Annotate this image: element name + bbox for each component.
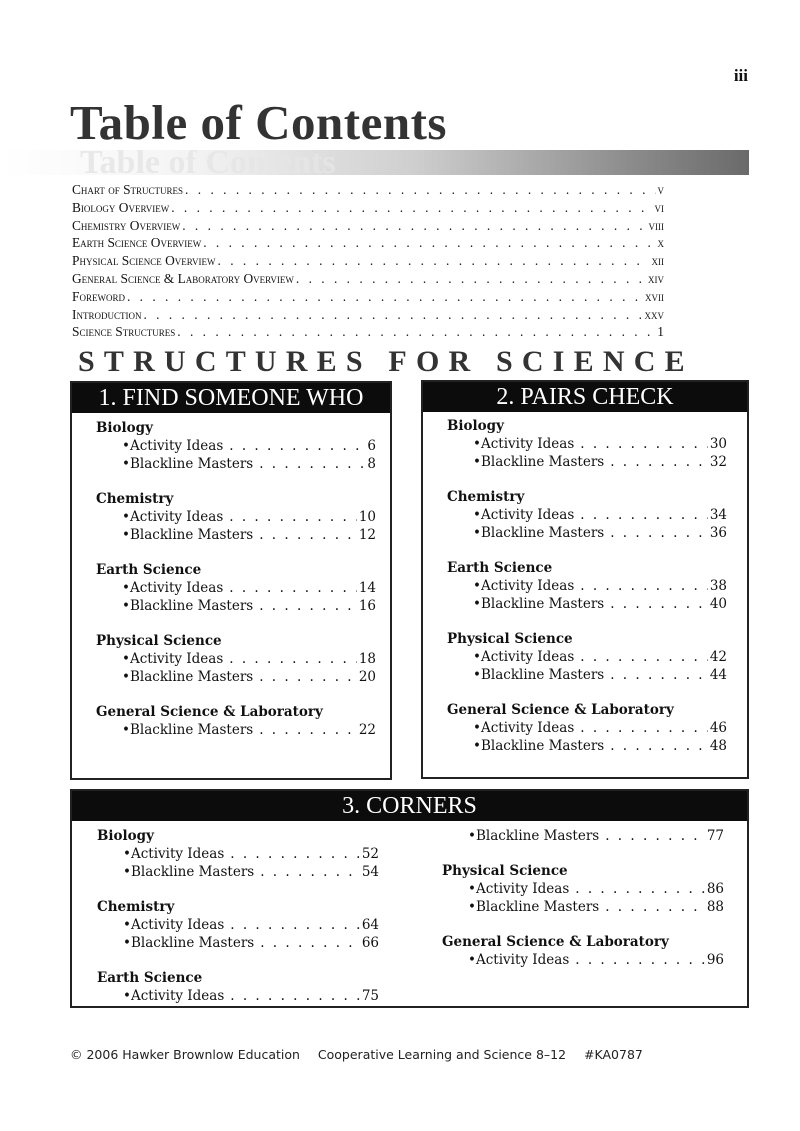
entry-page: 54 <box>361 864 379 880</box>
toc-entry <box>72 218 664 236</box>
structure-entries-left <box>97 827 379 1022</box>
bullet-icon: • <box>122 651 130 667</box>
category-group <box>96 490 376 544</box>
category-heading: General Science & Laboratory <box>447 702 674 718</box>
dot-leader <box>229 650 357 668</box>
entry-label: Activity Ideas <box>130 917 225 933</box>
entry-page: 52 <box>361 846 379 862</box>
dot-leader <box>259 721 357 739</box>
bullet-icon: • <box>473 649 481 665</box>
bullet-icon: • <box>468 952 476 968</box>
dot-leader <box>229 579 357 597</box>
entry-row <box>468 898 724 916</box>
toc-entry-page: xiv <box>648 270 664 286</box>
toc-entry-page: vi <box>654 199 664 215</box>
entry-label: Activity Ideas <box>480 436 575 452</box>
toc-entry <box>72 200 664 218</box>
entry-page: 22 <box>358 722 376 738</box>
bullet-icon: • <box>473 454 481 470</box>
entry-label: Blackline Masters <box>480 738 605 754</box>
entry-label: Blackline Masters <box>129 527 254 543</box>
entry-page: 10 <box>358 509 376 525</box>
entry-page: 12 <box>358 527 376 543</box>
entry-row <box>123 934 379 952</box>
structure-entries <box>447 417 727 772</box>
toc-entry-label: Earth Science Overview <box>72 235 202 251</box>
structure-entries-right <box>442 827 724 986</box>
dot-leader <box>610 666 708 684</box>
structure-title: 2. PAIRS CHECK <box>423 382 747 412</box>
entry-label: Activity Ideas <box>480 720 575 736</box>
category-heading: Biology <box>96 420 153 436</box>
footer-catalog-code: #KA0787 <box>584 1047 643 1062</box>
entry-row <box>468 951 724 969</box>
entry-label: Blackline Masters <box>129 722 254 738</box>
entry-page: 42 <box>709 649 727 665</box>
structure-box-find-someone-who <box>70 381 392 780</box>
bullet-icon: • <box>468 881 476 897</box>
dot-leader <box>185 182 655 198</box>
entry-row <box>473 595 727 613</box>
dot-leader <box>575 951 705 969</box>
entry-row <box>122 721 376 739</box>
bullet-icon: • <box>122 509 130 525</box>
entry-page: 46 <box>709 720 727 736</box>
dot-leader <box>259 668 357 686</box>
footer-book-title: Cooperative Learning and Science 8–12 <box>317 1047 567 1062</box>
dot-leader <box>580 648 708 666</box>
dot-leader <box>610 524 708 542</box>
bullet-icon: • <box>123 988 131 1004</box>
toc-entry-label: Physical Science Overview <box>72 253 216 269</box>
entry-page: 30 <box>709 436 727 452</box>
entry-page: 88 <box>706 899 724 915</box>
structure-box-corners <box>70 789 749 1008</box>
entry-label: Blackline Masters <box>130 935 255 951</box>
entry-row <box>122 508 376 526</box>
category-heading: Biology <box>447 418 504 434</box>
entry-row <box>473 506 727 524</box>
toc-entry-label: Science Structures <box>72 324 176 340</box>
entry-page: 66 <box>361 935 379 951</box>
dot-leader <box>127 289 643 305</box>
category-group <box>447 630 727 684</box>
dot-leader <box>580 435 708 453</box>
entry-label: Activity Ideas <box>475 952 570 968</box>
entry-page: 20 <box>358 669 376 685</box>
toc-entry-label: Introduction <box>72 306 142 322</box>
entry-page: 75 <box>361 988 379 1004</box>
toc-entry-page: v <box>657 182 664 197</box>
entry-label: Blackline Masters <box>480 525 605 541</box>
category-heading: General Science & Laboratory <box>442 934 669 950</box>
entry-page: 16 <box>358 598 376 614</box>
bullet-icon: • <box>123 864 131 880</box>
toc-entry <box>72 289 664 307</box>
page-footer <box>70 1047 657 1062</box>
entry-label: Blackline Masters <box>480 667 605 683</box>
entry-row <box>468 827 724 845</box>
entry-label: Activity Ideas <box>480 649 575 665</box>
title-shadow-text: Table of Contents <box>80 150 336 175</box>
entry-page: 14 <box>358 580 376 596</box>
entry-label: Blackline Masters <box>129 598 254 614</box>
entry-page: 18 <box>358 651 376 667</box>
entry-label: Activity Ideas <box>129 438 224 454</box>
category-heading: Biology <box>97 828 154 844</box>
entry-row <box>122 526 376 544</box>
category-group <box>96 632 376 686</box>
entry-page: 44 <box>709 667 727 683</box>
entry-row <box>473 737 727 755</box>
bullet-icon: • <box>473 720 481 736</box>
entry-row <box>122 597 376 615</box>
dot-leader <box>230 916 360 934</box>
dot-leader <box>203 235 655 251</box>
dot-leader <box>143 307 642 323</box>
toc-entry <box>72 307 664 325</box>
bullet-icon: • <box>468 899 476 915</box>
entry-row <box>473 719 727 737</box>
category-group <box>97 827 379 881</box>
dot-leader <box>580 719 708 737</box>
entry-page: 86 <box>706 881 724 897</box>
entry-row <box>123 845 379 863</box>
toc-entry-label: Chemistry Overview <box>72 217 181 233</box>
entry-label: Activity Ideas <box>129 580 224 596</box>
entry-row <box>473 577 727 595</box>
entry-label: Activity Ideas <box>129 509 224 525</box>
category-heading: Earth Science <box>96 562 202 578</box>
category-group <box>97 898 379 952</box>
structure-box-pairs-check <box>421 380 749 779</box>
category-heading: Chemistry <box>97 899 175 915</box>
entry-page: 8 <box>367 456 376 472</box>
dot-leader <box>259 597 357 615</box>
dot-leader <box>182 218 646 234</box>
bullet-icon: • <box>122 438 130 454</box>
category-group <box>447 417 727 471</box>
category-heading: Earth Science <box>447 560 553 576</box>
dot-leader <box>229 437 365 455</box>
entry-row <box>123 863 379 881</box>
bullet-icon: • <box>123 917 131 933</box>
dot-leader <box>171 200 652 216</box>
structure-title: 1. FIND SOMEONE WHO <box>72 383 390 413</box>
category-group <box>447 701 727 755</box>
toc-entry-page: viii <box>648 217 664 233</box>
bullet-icon: • <box>122 580 130 596</box>
bullet-icon: • <box>473 738 481 754</box>
dot-leader <box>259 526 357 544</box>
category-heading: Chemistry <box>96 491 174 507</box>
toc-entry-label: General Science & Laboratory Overview <box>72 270 294 286</box>
entry-page: 38 <box>709 578 727 594</box>
dot-leader <box>610 737 708 755</box>
entry-row <box>122 650 376 668</box>
bullet-icon: • <box>122 722 130 738</box>
dot-leader <box>229 508 357 526</box>
bullet-icon: • <box>122 456 130 472</box>
section-heading: STRUCTURES FOR SCIENCE <box>78 345 694 378</box>
entry-page: 34 <box>709 507 727 523</box>
toc-entry-page: x <box>657 235 664 251</box>
bullet-icon: • <box>473 436 481 452</box>
bullet-icon: • <box>123 935 131 951</box>
category-heading: Physical Science <box>447 631 573 647</box>
toc-entry-label: Foreword <box>72 288 125 304</box>
category-heading: Physical Science <box>442 863 568 879</box>
category-group <box>442 827 724 845</box>
dot-leader <box>610 453 708 471</box>
bullet-icon: • <box>123 846 131 862</box>
bullet-icon: • <box>122 598 130 614</box>
page-number: iii <box>733 66 748 85</box>
entry-row <box>122 437 376 455</box>
dot-leader <box>580 577 708 595</box>
entry-label: Blackline Masters <box>129 669 254 685</box>
page-title: Table of Contents <box>70 95 447 150</box>
dot-leader <box>580 506 708 524</box>
entry-label: Activity Ideas <box>130 846 225 862</box>
bullet-icon: • <box>468 828 476 844</box>
entry-page: 6 <box>367 438 376 454</box>
entry-row <box>473 453 727 471</box>
category-group <box>447 488 727 542</box>
toc-entry-page: 1 <box>657 324 664 340</box>
category-group <box>442 933 724 969</box>
category-group <box>96 419 376 473</box>
category-group <box>96 561 376 615</box>
structure-title: 3. CORNERS <box>72 791 747 821</box>
category-group <box>447 559 727 613</box>
dot-leader <box>218 253 650 269</box>
entry-page: 96 <box>706 952 724 968</box>
entry-page: 77 <box>706 828 724 844</box>
toc-entry <box>72 253 664 271</box>
bullet-icon: • <box>122 669 130 685</box>
entry-row <box>122 455 376 473</box>
toc-entry <box>72 324 664 342</box>
category-group <box>97 969 379 1005</box>
toc-entry-page: xii <box>651 253 664 269</box>
entry-label: Activity Ideas <box>480 507 575 523</box>
bullet-icon: • <box>473 578 481 594</box>
entry-row <box>122 668 376 686</box>
bullet-icon: • <box>473 507 481 523</box>
bullet-icon: • <box>473 525 481 541</box>
entry-label: Blackline Masters <box>129 456 254 472</box>
entry-label: Activity Ideas <box>130 988 225 1004</box>
entry-row <box>473 648 727 666</box>
dot-leader <box>575 880 705 898</box>
toc-entry-label: Biology Overview <box>72 199 170 215</box>
footer-copyright: © 2006 Hawker Brownlow Education <box>70 1047 300 1062</box>
entry-label: Blackline Masters <box>130 864 255 880</box>
title-gradient-band <box>0 150 749 175</box>
entry-row <box>473 666 727 684</box>
bullet-icon: • <box>473 667 481 683</box>
structure-entries <box>96 419 376 756</box>
toc-entry-page: xxv <box>644 306 664 322</box>
entry-row <box>473 435 727 453</box>
entry-row <box>123 916 379 934</box>
entry-row <box>123 987 379 1005</box>
dot-leader <box>296 271 646 287</box>
entry-label: Activity Ideas <box>129 651 224 667</box>
dot-leader <box>605 827 705 845</box>
category-heading: General Science & Laboratory <box>96 704 323 720</box>
entry-page: 36 <box>709 525 727 541</box>
dot-leader <box>177 324 655 340</box>
category-heading: Chemistry <box>447 489 525 505</box>
dot-leader <box>230 987 360 1005</box>
dot-leader <box>230 845 360 863</box>
category-heading: Earth Science <box>97 970 203 986</box>
bullet-icon: • <box>473 596 481 612</box>
entry-row <box>122 579 376 597</box>
entry-page: 64 <box>361 917 379 933</box>
entry-label: Activity Ideas <box>480 578 575 594</box>
bullet-icon: • <box>122 527 130 543</box>
toc-entry <box>72 235 664 253</box>
dot-leader <box>610 595 708 613</box>
toc-entry <box>72 271 664 289</box>
category-group <box>442 862 724 916</box>
category-heading: Physical Science <box>96 633 222 649</box>
dot-leader <box>260 863 360 881</box>
entry-page: 32 <box>709 454 727 470</box>
entry-page: 40 <box>709 596 727 612</box>
front-matter-contents <box>72 182 664 342</box>
toc-entry-label: Chart of Structures <box>72 182 184 197</box>
toc-entry-page: xvii <box>645 288 664 304</box>
entry-row <box>473 524 727 542</box>
entry-page: 48 <box>709 738 727 754</box>
toc-entry <box>72 182 664 200</box>
entry-row <box>468 880 724 898</box>
entry-label: Activity Ideas <box>475 881 570 897</box>
dot-leader <box>260 934 360 952</box>
dot-leader <box>259 455 365 473</box>
entry-label: Blackline Masters <box>475 828 600 844</box>
dot-leader <box>605 898 705 916</box>
entry-label: Blackline Masters <box>480 596 605 612</box>
entry-label: Blackline Masters <box>475 899 600 915</box>
category-group <box>96 703 376 739</box>
entry-label: Blackline Masters <box>480 454 605 470</box>
